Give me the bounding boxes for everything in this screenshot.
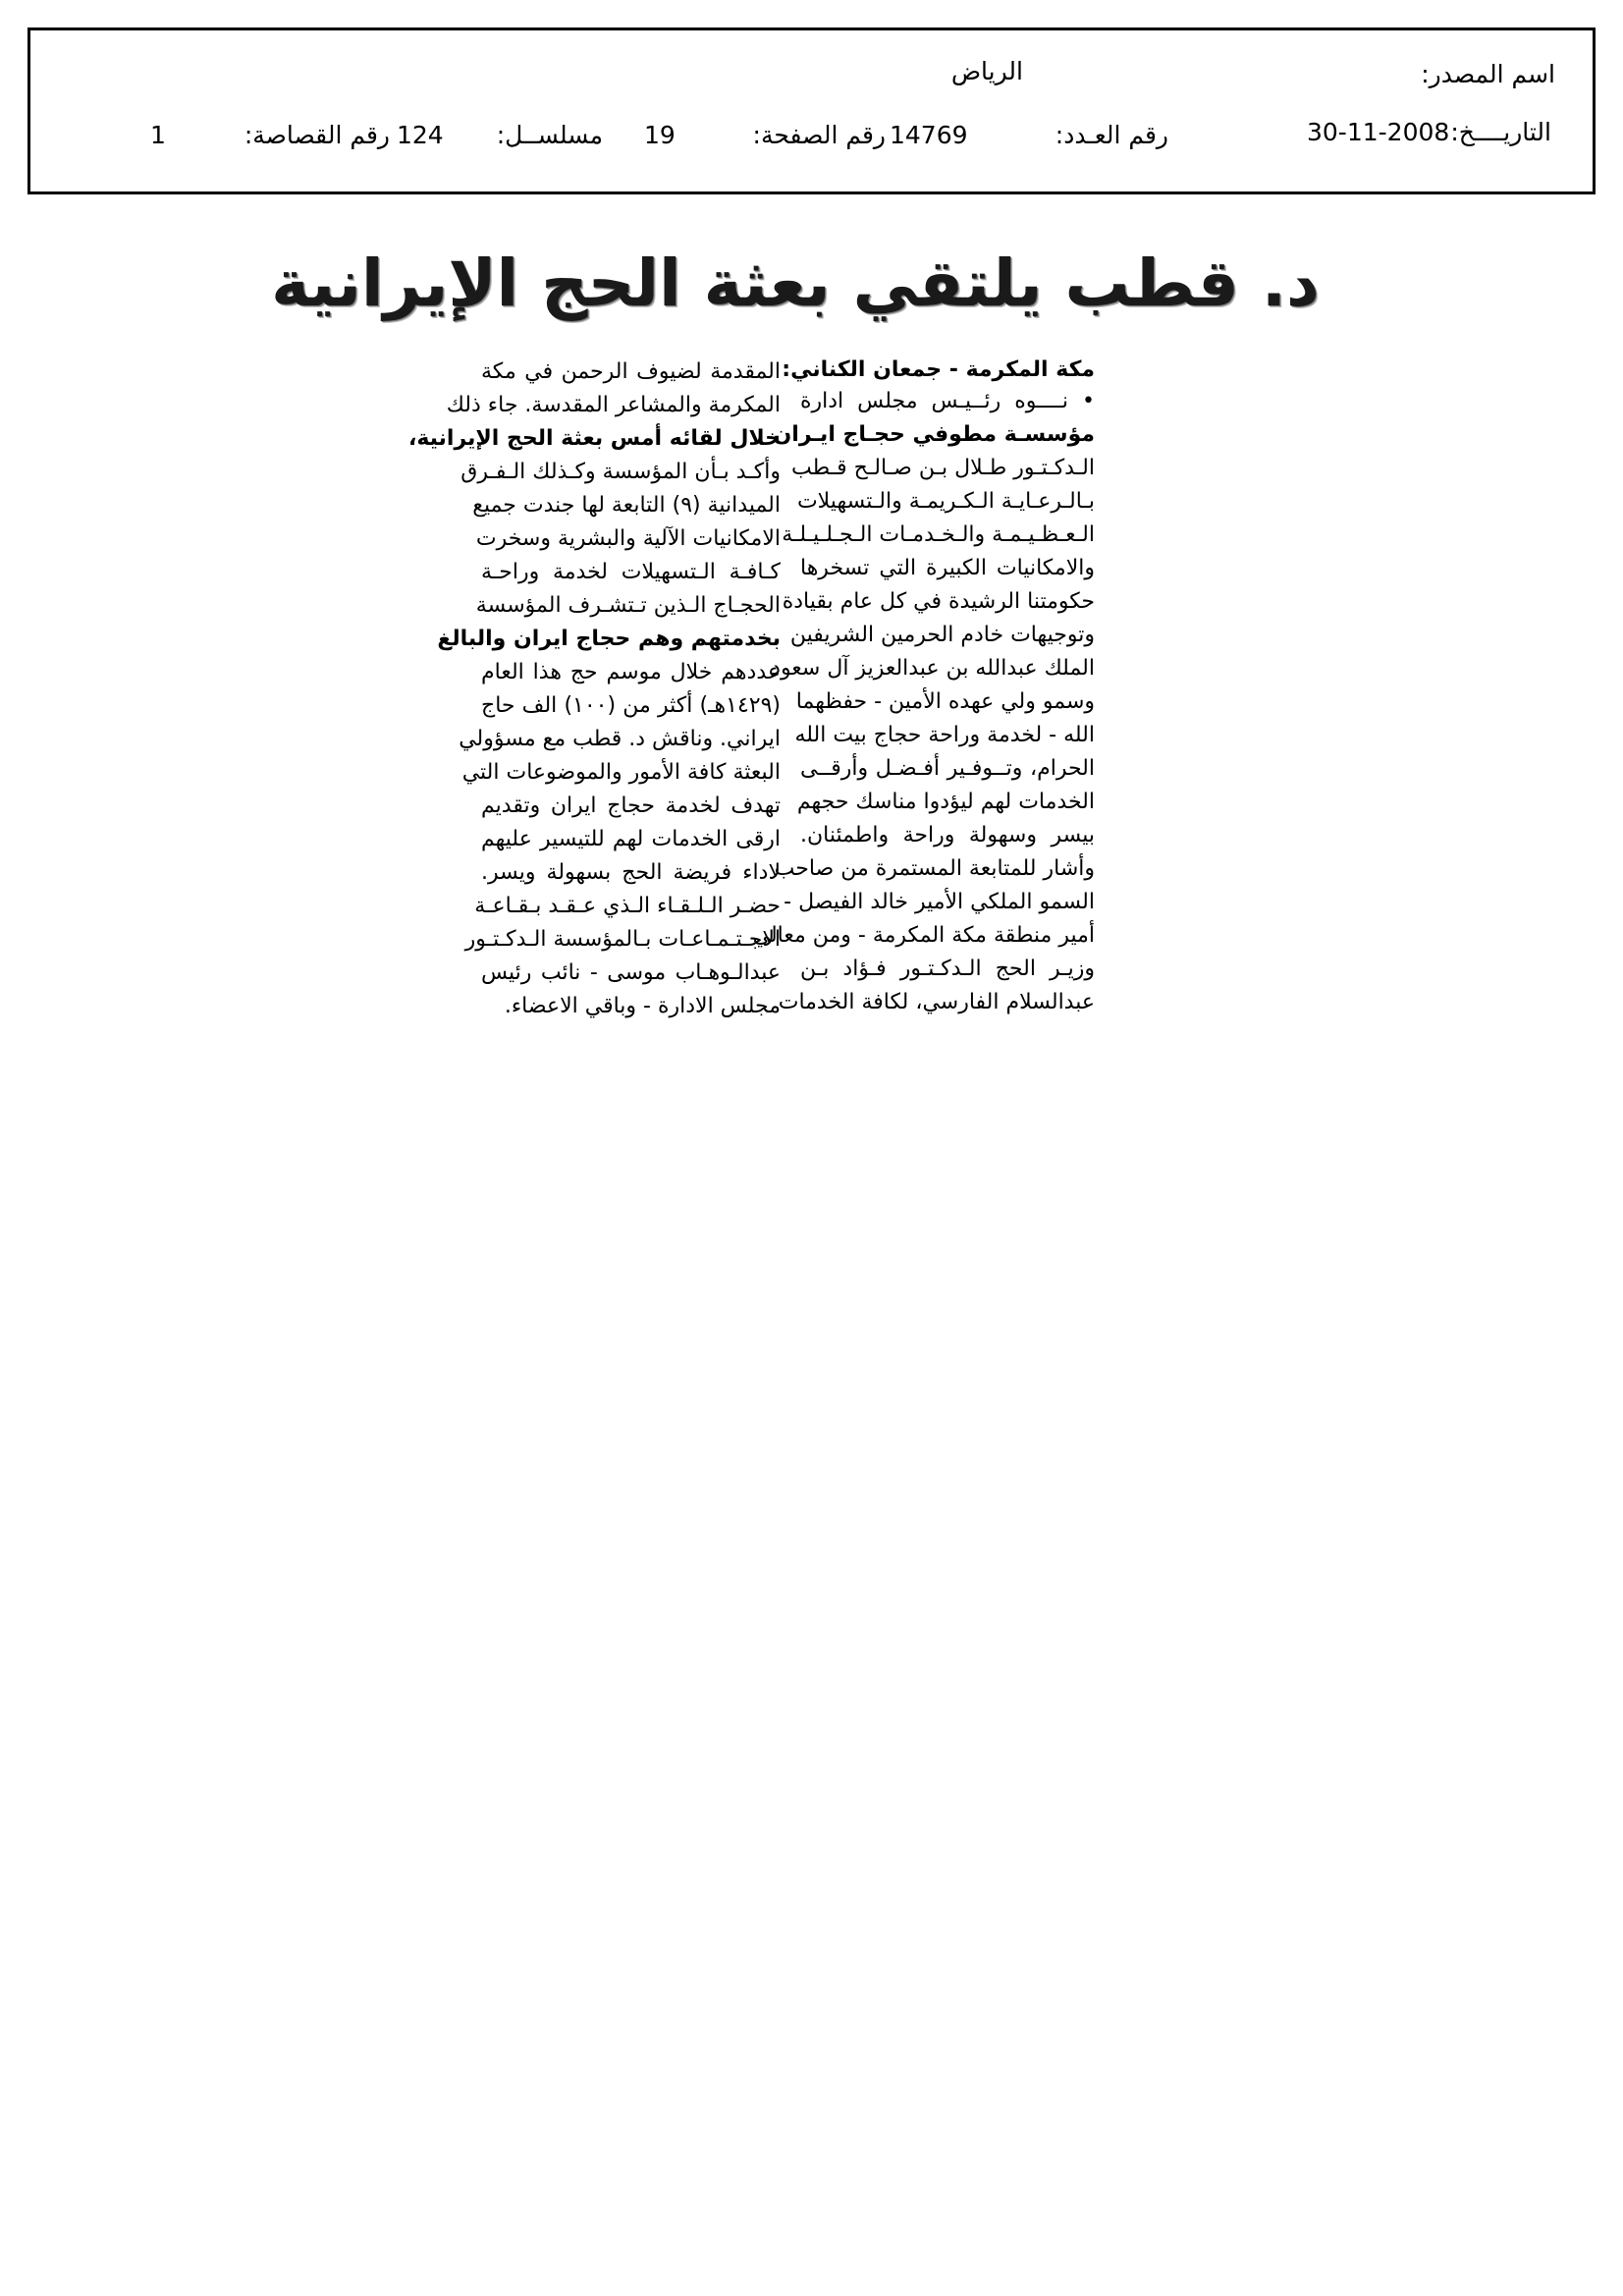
article-text-line: وأشار للمتابعة المستمرة من صاحب	[774, 856, 1095, 881]
article-text-line: خلال لقائه أمس بعثة الحج الإيرانية،	[407, 426, 781, 451]
source-label: اسم المصدر:	[1421, 60, 1555, 88]
article-text-line: بـالـرعـايـة الـكـريمـة والـتسهيلات	[796, 489, 1095, 514]
article-text-line: السمو الملكي الأمير خالد الفيصل -	[784, 890, 1095, 914]
article-text-line: ارقى الخدمات لهم للتيسير عليهم	[481, 827, 781, 851]
article-text-line: وسمو ولي عهده الأمين - حفظهما	[795, 689, 1095, 714]
article-column-right	[752, 355, 1095, 1019]
article-text-line: بخدمتهم وهم حجاج ايران والبالغ	[437, 627, 781, 651]
article-text-line: تهدف لخدمة حجاج ايران وتقديم	[481, 793, 781, 818]
serial-value: 124	[397, 121, 444, 149]
article-text-line: المقدمة لضيوف الرحمن في مكة	[481, 359, 781, 384]
article-headline: د. قطب يلتقي بعثة الحج الإيرانية	[271, 245, 1320, 321]
article-text-line: مجلس الادارة - وباقي الاعضاء.	[504, 994, 781, 1018]
serial-label: مسلســل:	[496, 121, 603, 149]
article-text-line: الحجـاج الـذين تـتشـرف المؤسسة	[475, 593, 781, 618]
article-text-line: الحرام، وتــوفـير أفـضـل وأرقــى	[800, 756, 1095, 781]
article-column-left	[407, 355, 781, 1023]
article-text-line: الـعـظـيـمـة والـخـدمـات الـجـلـيـلـة	[782, 522, 1095, 547]
article-text-line: وأكـد بـأن المؤسسة وكـذلك الـفـرق	[460, 460, 781, 484]
page-label: رقم الصفحة:	[752, 121, 886, 149]
article-text-line: لاداء فريضة الحج بسهولة ويسر.	[481, 860, 781, 885]
article-text-line: عبدالسلام الفارسي، لكافة الخدمات	[778, 990, 1095, 1014]
date-label: التاريــــخ:	[1450, 118, 1551, 146]
clip-value: 1	[150, 121, 166, 149]
article-byline: مكة المكرمة - جمعان الكناني:	[782, 357, 1095, 382]
article-text-line: حضـر الـلـقـاء الـذي عـقـد بـقـاعـة	[474, 894, 781, 918]
article-text-line: كـافـة الـتسهيلات لخدمة وراحـة	[481, 560, 781, 584]
article-text-line: الميدانية (٩) التابعة لها جندت جميع	[472, 493, 781, 518]
clipping-info-box	[27, 27, 1596, 194]
article-text-line: الاجـتـمـاعـات بـالمؤسسة الـدكـتـور	[464, 927, 781, 952]
article-text-line: الخدمات لهم ليؤدوا مناسك حجهم	[796, 790, 1095, 814]
issue-value: 14769	[890, 121, 968, 149]
article-text-line: عددهم خلال موسم حج هذا العام	[481, 660, 781, 684]
source-value: الرياض	[950, 57, 1023, 85]
article-text-line: أمير منطقة مكة المكرمة - ومن معالي	[752, 923, 1095, 948]
article-text-line: الامكانيات الآلية والبشرية وسخرت	[475, 526, 781, 551]
article-text-line: مؤسسـة مطوفي حجـاج ايـران	[773, 422, 1095, 447]
article-text-line: الله - لخدمة وراحة حجاج بيت الله	[794, 723, 1095, 747]
article-text-line: الملك عبدالله بن عبدالعزيز آل سعود	[771, 656, 1095, 681]
article-text-line: حكومتنا الرشيدة في كل عام بقيادة	[782, 589, 1095, 614]
article-text-line: (١٤٢٩هـ) أكثر من (١٠٠) الف حاج	[481, 693, 781, 718]
article-text-line: المكرمة والمشاعر المقدسة. جاء ذلك	[446, 393, 781, 417]
article-text-line: وزيـر الحج الـدكـتـور فـؤاد بـن	[800, 957, 1095, 981]
clip-label: رقم القصاصة:	[243, 121, 390, 149]
article-text-line: البعثة كافة الأمور والموضوعات التي	[461, 760, 781, 785]
date-value: 30-11-2008	[1307, 118, 1450, 146]
article-text-line: عبدالـوهـاب موسى - نائب رئيس	[481, 960, 781, 985]
article-text-line: • نــــوه رئــيـس مجلس ادارة	[800, 389, 1095, 413]
issue-label: رقم العـدد:	[1055, 121, 1168, 149]
article-text-line: الـدكـتـور طـلال بـن صـالـح قـطب	[791, 456, 1095, 480]
article-text-line: بيسر وسهولة وراحة واطمئنان.	[800, 823, 1095, 847]
page-value: 19	[644, 121, 676, 149]
article-text-line: ايراني. وناقش د. قطب مع مسؤولي	[459, 727, 781, 751]
article-text-line: وتوجيهات خادم الحرمين الشريفين	[789, 623, 1095, 647]
article-text-line: والامكانيات الكبيرة التي تسخرها	[800, 556, 1095, 580]
